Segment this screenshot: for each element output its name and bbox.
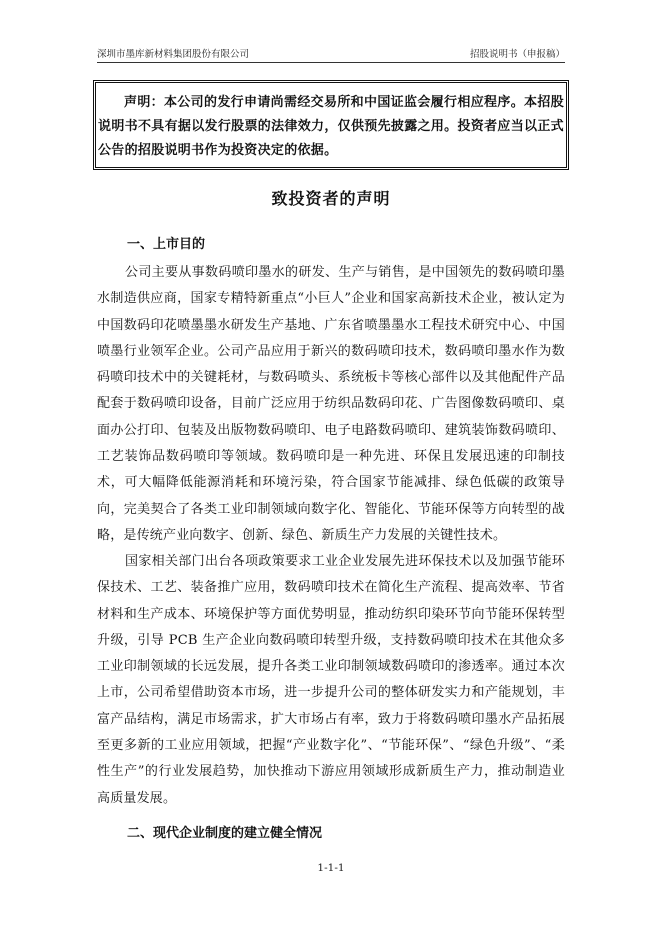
section-heading-listing-purpose: 一、上市目的 [127, 237, 206, 252]
paragraph-listing-purpose-1: 公司主要从事数码喷印墨水的研发、生产与销售，是中国领先的数码喷印墨水制造供应商，国家专精特新重点“小巨人”企业和国家高新技术企业，被认定为中国数码印花喷墨墨水研发生产基地、广东省喷墨墨水工程技术研究中心、中国喷墨行业领军企业。公司产品应用于新兴的数码喷印技术，数码喷印墨水作为数码喷印技术中的关键耗材，与数码喷头、系统板卡等核心部件以及其他配件产品配套于数码喷印设备，目前广泛应用于纺织品数码印花、广告图像数码喷印、桌面办公打印、包装及出版物数码喷印、电子电路数码喷印、建筑装饰数码喷印、工艺装饰品数码喷印等领域。数码喷印是一种先进、环保且发展迅速的印制技术，可大幅降低能源消耗和环境污染，符合国家节能减排、绿色低碳的政策导向，完美契合了各类工业印制领域向数字化、智能化、节能环保等方向转型的战略，是传统产业向数字、创新、绿色、新质生产力发展的关键性技术。 [97, 265, 565, 543]
header-document-type: 招股说明书（申报稿） [469, 49, 565, 60]
page-title: 致投资者的声明 [271, 189, 391, 208]
disclaimer-box [93, 80, 569, 170]
page-number: 1-1-1 [317, 862, 345, 874]
paragraph-listing-purpose-2: 国家相关部门出台各项政策要求工业企业发展先进环保技术以及加强节能环保技术、工艺、装备推广应用，数码喷印技术在简化生产流程、提高效率、节省材料和生产成本、环境保护等方面优势明显，推动纺织印染环节向节能环保转型升级，引导 PCB 生产企业向数码喷印转型升级，支持数码喷印技术在其他众多工业印制领域的长远发展，提升各类工业印制领域数码喷印的渗透率。通过本次上市，公司希望借助资本市场，进一步提升公司的整体研发实力和产能规划，丰富产品结构，满足市场需求，扩大市场占有率，致力于将数码喷印墨水产品拓展至更多新的工业应用领域，把握“产业数字化”、“节能环保”、“绿色升级”、“柔性生产”的行业发展趋势，加快推动下游应用领域形成新质生产力，推动制造业高质量发展。 [97, 554, 565, 806]
page-header [97, 44, 565, 63]
section-heading-corporate-governance: 二、现代企业制度的建立健全情况 [127, 826, 323, 841]
disclaimer-text: 声明：本公司的发行申请尚需经交易所和中国证监会履行相应程序。本招股说明书不具有据以发行股票的法律效力，仅供预先披露之用。投资者应当以正式公告的招股说明书作为投资决定的依据。 [98, 95, 564, 158]
header-company-name: 深圳市墨库新材料集团股份有限公司 [97, 49, 250, 60]
